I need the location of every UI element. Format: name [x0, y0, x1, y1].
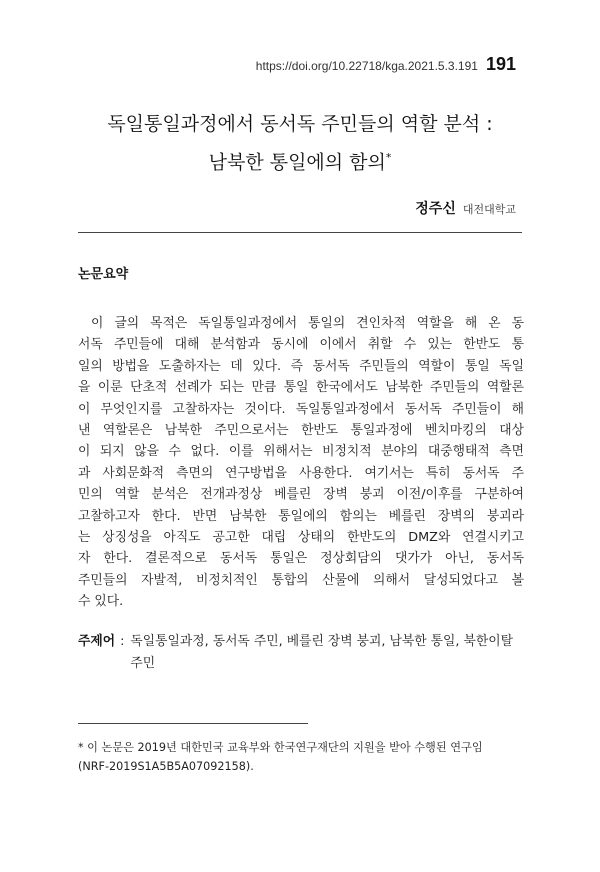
funding-footnote	[78, 738, 524, 776]
paper-title-text: 남북한 통일에의 함의	[208, 151, 386, 174]
abstract-line: 이 되지 않을 수 없다. 이를 위해서는 비정치적 분야의 대중행태적 측면	[78, 444, 524, 460]
header-divider	[78, 232, 522, 233]
paper-title-line-2	[0, 144, 600, 176]
page-number: 191	[485, 54, 516, 74]
author-name: 정주신	[415, 201, 456, 217]
abstract-line: 자 한다. 결론적으로 동서독 통일은 정상회담의 댓가가 아닌, 동서독	[78, 551, 524, 567]
abstract-heading: 논문요약	[78, 267, 129, 282]
author-affiliation: 대전대학교	[462, 203, 516, 216]
abstract-line: 과 사회문화적 측면의 연구방법을 사용한다. 여기서는 특히 동서독 주	[78, 465, 524, 481]
abstract-line: 낸 역할론은 남북한 주민으로서는 한반도 통일과정에 벤치마킹의 대상	[78, 423, 524, 439]
keywords-separator: :	[120, 634, 125, 649]
footnote-line-2: (NRF-2019S1A5B5A07092158).	[78, 760, 254, 773]
abstract-line: 고찰하고자 한다. 반면 남북한 통일에의 함의는 베를린 장벽의 붕괴라	[78, 508, 524, 524]
abstract-line: 수 있다.	[78, 594, 124, 610]
running-header	[256, 54, 516, 75]
abstract-line: 을 이룬 단초적 선례가 되는 만큼 통일 한국에서도 남북한 주민들의 역할론	[78, 380, 524, 396]
keywords-text: 독일통일과정, 동서독 주민, 베를린 장벽 붕괴, 남북한 통일, 북한이탈주민	[130, 634, 513, 671]
abstract-line: 서독 주민들에 대해 분석함과 동시에 이에서 취할 수 있는 한반도 통	[78, 337, 524, 353]
paper-title-line-1: 독일통일과정에서 동서독 주민들의 역할 분석 :	[107, 113, 493, 135]
abstract-line: 이 무엇인지를 고찰하자는 것이다. 독일통일과정에서 동서독 주민들이 해	[78, 401, 524, 417]
footnote-divider	[78, 723, 308, 724]
keywords-block	[78, 631, 524, 675]
author-block	[415, 198, 516, 218]
footnote-line-1: * 이 논문은 2019년 대한민국 교육부와 한국연구재단의 지원을 받아 수행된 연구임	[78, 741, 483, 754]
doi-link[interactable]: https://doi.org/10.22718/kga.2021.5.3.191	[255, 59, 478, 73]
title-footnote-marker: *	[385, 151, 392, 164]
abstract-line: 일의 방법을 도출하자는 데 있다. 즉 동서독 주민들의 역할이 통일 독일	[78, 358, 524, 374]
abstract-line: 이 글의 목적은 독일통일과정에서 통일의 견인차적 역할을 해 온 동	[91, 316, 524, 331]
abstract-line: 민의 역할 분석은 전개과정상 베를린 장벽 붕괴 이전/이후를 구분하여	[78, 487, 524, 503]
keywords-label: 주제어	[78, 634, 116, 649]
abstract-line: 주민들의 자발적, 비정치적인 통합의 산물에 의해서 달성되었다고 볼	[78, 572, 524, 588]
abstract-line: 는 상징성을 아직도 공고한 대립 상태의 한반도의 DMZ와 연결시키고	[78, 530, 524, 546]
abstract-body	[78, 313, 524, 613]
